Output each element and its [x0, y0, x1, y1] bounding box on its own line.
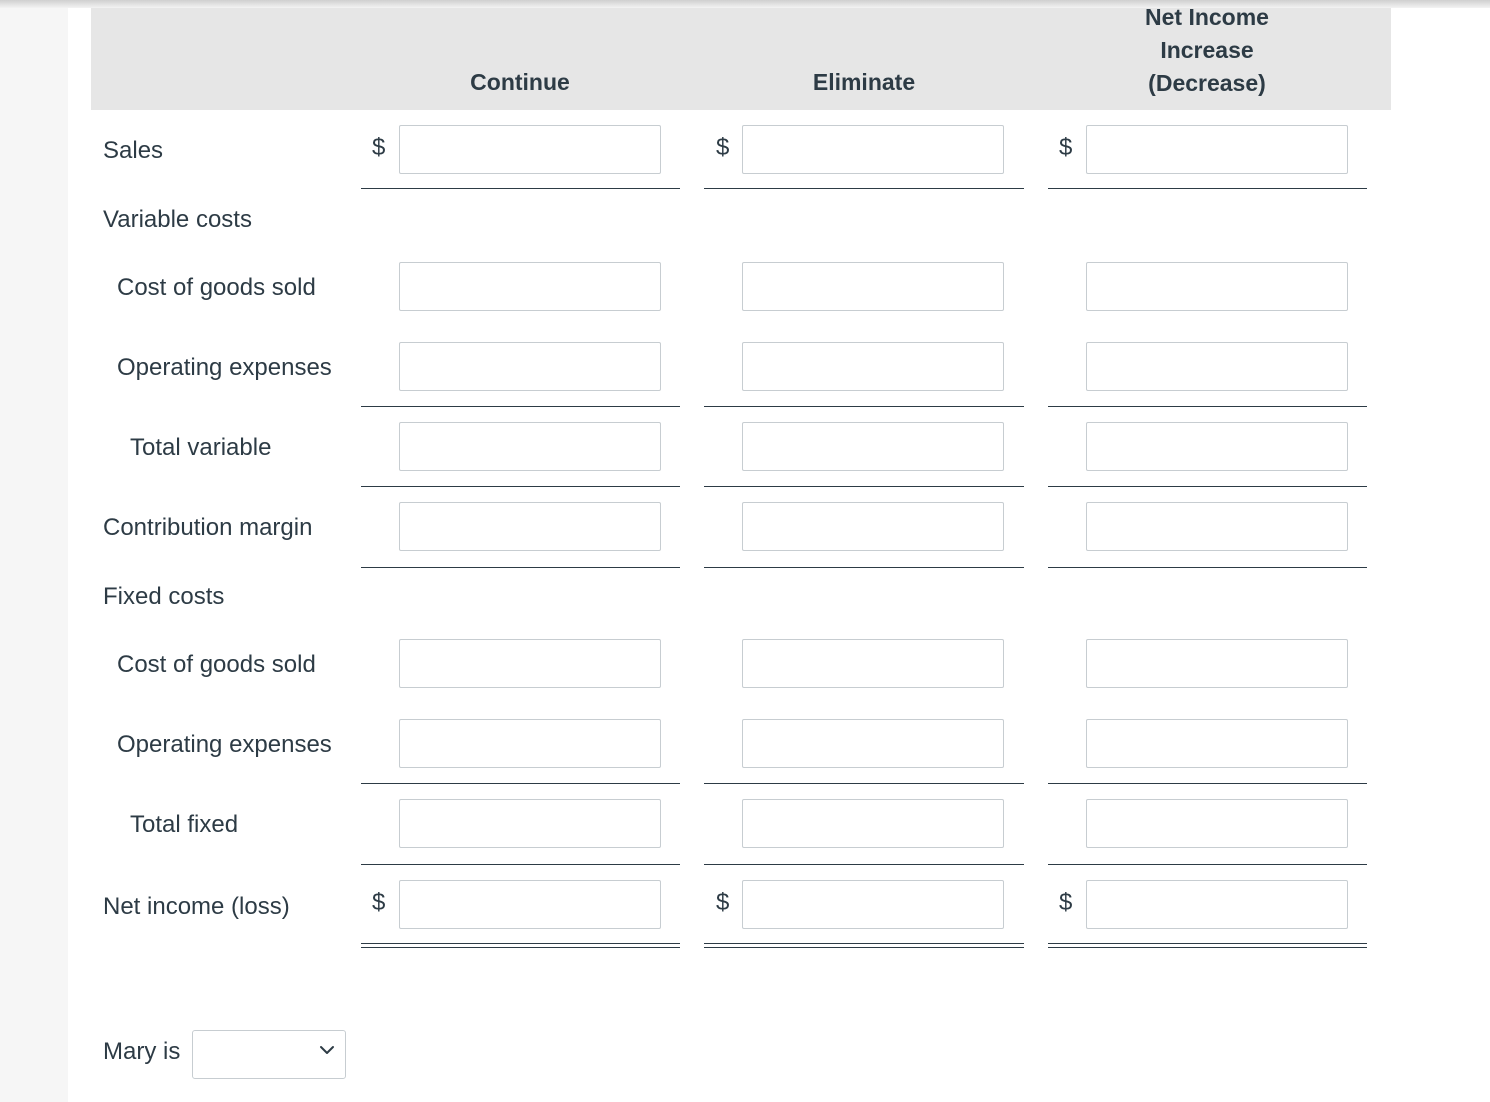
currency-sign: $ — [716, 889, 730, 916]
row-label-variable-costs: Variable costs — [103, 206, 252, 233]
fixed-cogs-continue-input[interactable] — [399, 639, 661, 688]
variable-opex-net-change-input[interactable] — [1086, 342, 1348, 391]
currency-sign: $ — [1059, 889, 1073, 916]
sales-continue-input[interactable] — [399, 125, 661, 174]
currency-sign: $ — [372, 889, 386, 916]
row-label-sales: Sales — [103, 137, 164, 164]
variable-cogs-continue-input[interactable] — [399, 262, 661, 311]
contribution-margin-continue-input[interactable] — [399, 502, 661, 551]
underline — [1048, 864, 1367, 865]
column-header-net-change — [1097, 1, 1317, 100]
underline — [361, 486, 680, 487]
total-fixed-eliminate-input[interactable] — [742, 799, 1004, 848]
row-label-fixed-cogs: Cost of goods sold — [117, 651, 316, 678]
conclusion-select[interactable] — [192, 1030, 346, 1079]
row-label-net-income: Net income (loss) — [103, 893, 290, 920]
fixed-cogs-net-change-input[interactable] — [1086, 639, 1348, 688]
currency-sign: $ — [716, 134, 730, 161]
underline — [704, 783, 1024, 784]
row-label-fixed-opex: Operating expenses — [117, 731, 332, 758]
double-underline — [361, 943, 680, 948]
fixed-opex-eliminate-input[interactable] — [742, 719, 1004, 768]
row-label-variable-cogs: Cost of goods sold — [117, 274, 316, 301]
underline — [361, 864, 680, 865]
contribution-margin-eliminate-input[interactable] — [742, 502, 1004, 551]
sales-eliminate-input[interactable] — [742, 125, 1004, 174]
underline — [361, 188, 680, 189]
total-variable-continue-input[interactable] — [399, 422, 661, 471]
underline — [704, 567, 1024, 568]
double-underline — [1048, 943, 1367, 948]
net-income-net-change-input[interactable] — [1086, 880, 1348, 929]
column-header-eliminate: Eliminate — [812, 69, 916, 95]
underline — [361, 406, 680, 407]
column-header-continue: Continue — [470, 69, 570, 95]
variable-opex-eliminate-input[interactable] — [742, 342, 1004, 391]
underline — [704, 486, 1024, 487]
left-gutter — [0, 0, 68, 1102]
chevron-down-icon — [318, 1041, 336, 1059]
underline — [704, 406, 1024, 407]
row-label-fixed-costs: Fixed costs — [103, 583, 225, 610]
total-fixed-net-change-input[interactable] — [1086, 799, 1348, 848]
double-underline — [704, 943, 1024, 948]
contribution-margin-net-change-input[interactable] — [1086, 502, 1348, 551]
underline — [704, 864, 1024, 865]
variable-cogs-eliminate-input[interactable] — [742, 262, 1004, 311]
underline — [1048, 406, 1367, 407]
sales-net-change-input[interactable] — [1086, 125, 1348, 174]
column-header-net-change-line2: Increase — [1160, 37, 1254, 63]
net-income-continue-input[interactable] — [399, 880, 661, 929]
variable-cogs-net-change-input[interactable] — [1086, 262, 1348, 311]
row-label-total-fixed: Total fixed — [130, 811, 239, 838]
total-fixed-continue-input[interactable] — [399, 799, 661, 848]
underline — [1048, 783, 1367, 784]
underline — [1048, 567, 1367, 568]
total-variable-net-change-input[interactable] — [1086, 422, 1348, 471]
fixed-opex-continue-input[interactable] — [399, 719, 661, 768]
column-header-net-change-line1: Net Income — [1145, 4, 1269, 30]
total-variable-eliminate-input[interactable] — [742, 422, 1004, 471]
underline — [1048, 188, 1367, 189]
net-income-eliminate-input[interactable] — [742, 880, 1004, 929]
row-label-contribution-margin: Contribution margin — [103, 514, 313, 541]
fixed-opex-net-change-input[interactable] — [1086, 719, 1348, 768]
underline — [361, 783, 680, 784]
fixed-cogs-eliminate-input[interactable] — [742, 639, 1004, 688]
column-header-net-change-line3: (Decrease) — [1148, 70, 1266, 96]
underline — [1048, 486, 1367, 487]
currency-sign: $ — [372, 134, 386, 161]
variable-opex-continue-input[interactable] — [399, 342, 661, 391]
conclusion-label: Mary is — [103, 1038, 181, 1065]
currency-sign: $ — [1059, 134, 1073, 161]
underline — [704, 188, 1024, 189]
row-label-total-variable: Total variable — [130, 434, 272, 461]
underline — [361, 567, 680, 568]
row-label-variable-opex: Operating expenses — [117, 354, 332, 381]
